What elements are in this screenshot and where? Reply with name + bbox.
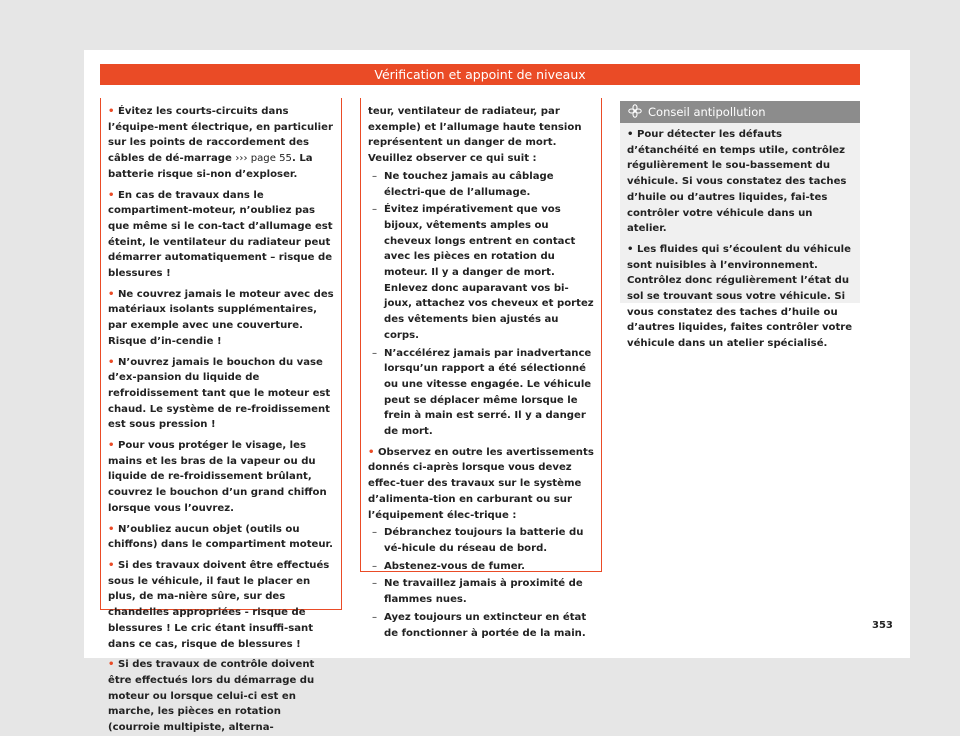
eco-tip-body <box>620 123 860 352</box>
bullet-icon: • <box>108 659 115 671</box>
leaf-flower-icon <box>628 104 642 118</box>
dash-item <box>368 525 595 556</box>
eco-tip-title: Conseil antipollution <box>648 105 766 119</box>
dash-text: Évitez impérativement que vos bijoux, vêtements amples ou cheveux longs entrent en contact avec les pièces en rotation du moteur. Il y a danger de mort. Enlevez donc auparavant vos bi-joux, attachez vos cheveux et portez des vêtements bien ajustés au corps. <box>384 204 594 341</box>
bullet-icon: • <box>627 243 634 255</box>
page-reference-link[interactable]: ››› page 55 <box>235 153 292 165</box>
dash-item <box>368 559 595 575</box>
warning-item <box>108 657 335 736</box>
dash-icon: – <box>372 578 378 590</box>
warning-item <box>108 287 335 350</box>
bullet-icon: • <box>108 559 115 571</box>
bullet-icon: • <box>108 523 115 535</box>
dash-icon: – <box>372 611 378 623</box>
bullet-icon: • <box>627 129 634 140</box>
dash-item <box>368 610 595 641</box>
section-header: Vérification et appoint de niveaux <box>100 64 860 85</box>
warning-text: Ne couvrez jamais le moteur avec des matériaux isolants supplémentaires, par exemple avec une couverture. Risque d’in-cendie ! <box>108 288 334 347</box>
warning-item <box>108 438 335 517</box>
dash-text: Ayez toujours un extincteur en état de fonctionner à portée de la main. <box>384 611 587 639</box>
dash-text: Ne touchez jamais au câblage électri-que de l’allumage. <box>384 170 554 198</box>
warning-item <box>368 445 595 524</box>
eco-tip-header <box>620 101 860 123</box>
eco-tip-item <box>627 127 853 237</box>
warning-text: N’oubliez aucun objet (outils ou chiffons) dans le compartiment moteur. <box>108 523 333 551</box>
warning-item <box>108 522 335 553</box>
dash-icon: – <box>372 527 378 539</box>
dash-item <box>368 576 595 607</box>
bullet-icon: • <box>108 106 115 117</box>
warning-text: Si des travaux de contrôle doivent être effectués lors du démarrage du moteur ou lorsque celui-ci est en marche, les pièces en rotation (courroie multipiste, alterna- <box>108 659 315 734</box>
warning-text: Évitez les courts-circuits dans l’équipe-ment électrique, en particulier sur les points de raccordement des câbles de dé-marrage <box>108 106 333 165</box>
eco-tip-text: Les fluides qui s’écoulent du véhicule sont nuisibles à l’environnement. Contrôlez donc régulièrement l’état du sol se trouvant sous votre véhicule. Si vous constatez des taches d’huile ou d’autres liquides, faites contrôler votre véhicule dans un atelier spécialisé. <box>627 243 853 350</box>
bullet-icon: • <box>368 446 375 458</box>
eco-tip-text: Pour détecter les défauts d’étanchéité en temps utile, contrôlez régulièrement le sou-bassement du véhicule. Si vous constatez des taches d’huile ou d’autres liquides, fai-tes contrôler votre véhicule dans un atelier. <box>627 129 847 235</box>
dash-text: N’accélérez jamais par inadvertance lorsqu’un rapport a été sélectionné ou une vitesse engagée. Le véhicule peut se déplacer même lorsque le frein à main est serré. Il y a danger de mort. <box>384 347 592 438</box>
warning-text: Observez en outre les avertissements donnés ci-après lorsque vous devez effec-tuer des travaux sur le système d’alimenta-tion en carburant ou sur l’équipement élec-trique : <box>368 446 594 521</box>
bullet-icon: • <box>108 356 115 368</box>
warning-column-middle <box>360 98 602 639</box>
warning-text: En cas de travaux dans le compartiment-moteur, n’oubliez pas que même si le con-tact d’allumage est éteint, le ventilateur du radiateur peut démarrer automatiquement – risque de blessures ! <box>108 189 333 280</box>
dash-icon: – <box>372 560 378 572</box>
dash-icon: – <box>372 170 378 182</box>
dash-text: Ne travaillez jamais à proximité de flammes nues. <box>384 578 583 606</box>
dash-text: Abstenez-vous de fumer. <box>384 560 525 572</box>
warning-item <box>108 104 335 183</box>
dash-icon: – <box>372 204 378 216</box>
warning-column-left <box>100 98 342 734</box>
warning-item <box>108 355 335 434</box>
dash-text: Débranchez toujours la batterie du vé-hicule du réseau de bord. <box>384 527 584 554</box>
warning-continuation: teur, ventilateur de radiateur, par exemple) et l’allumage haute tension représentent un danger de mort. Veuillez observer ce qui suit : <box>368 106 582 165</box>
dash-item <box>368 346 595 440</box>
bullet-icon: • <box>108 189 115 201</box>
warning-item <box>108 188 335 282</box>
eco-tip-item <box>627 242 853 352</box>
warning-text: Pour vous protéger le visage, les mains et les bras de la vapeur ou du liquide de re-froidissement brûlant, couvrez le bouchon d’un grand chiffon lorsque vous l’ouvrez. <box>108 440 327 514</box>
page-number: 353 <box>872 620 893 631</box>
warning-item <box>108 558 335 652</box>
bullet-icon: • <box>108 440 115 452</box>
warning-text: N’ouvrez jamais le bouchon du vase d’ex-pansion du liquide de refroidissement tant que le moteur est chaud. Le système de re-froidissement est sous pression ! <box>108 356 331 431</box>
eco-tip-box <box>620 101 860 350</box>
dash-item <box>368 169 595 200</box>
warning-text: Si des travaux doivent être effectués sous le véhicule, il faut le placer en plus, de ma-nière sûre, sur des chandelles appropriées - risque de blessures ! Le cric étant insuffi-sant dans ce cas, risque de blessures ! <box>108 559 330 650</box>
bullet-icon: • <box>108 288 115 300</box>
dash-icon: – <box>372 347 378 359</box>
dash-item <box>368 202 595 343</box>
warning-text: . La batterie risque si-non d’exploser. <box>108 153 313 180</box>
